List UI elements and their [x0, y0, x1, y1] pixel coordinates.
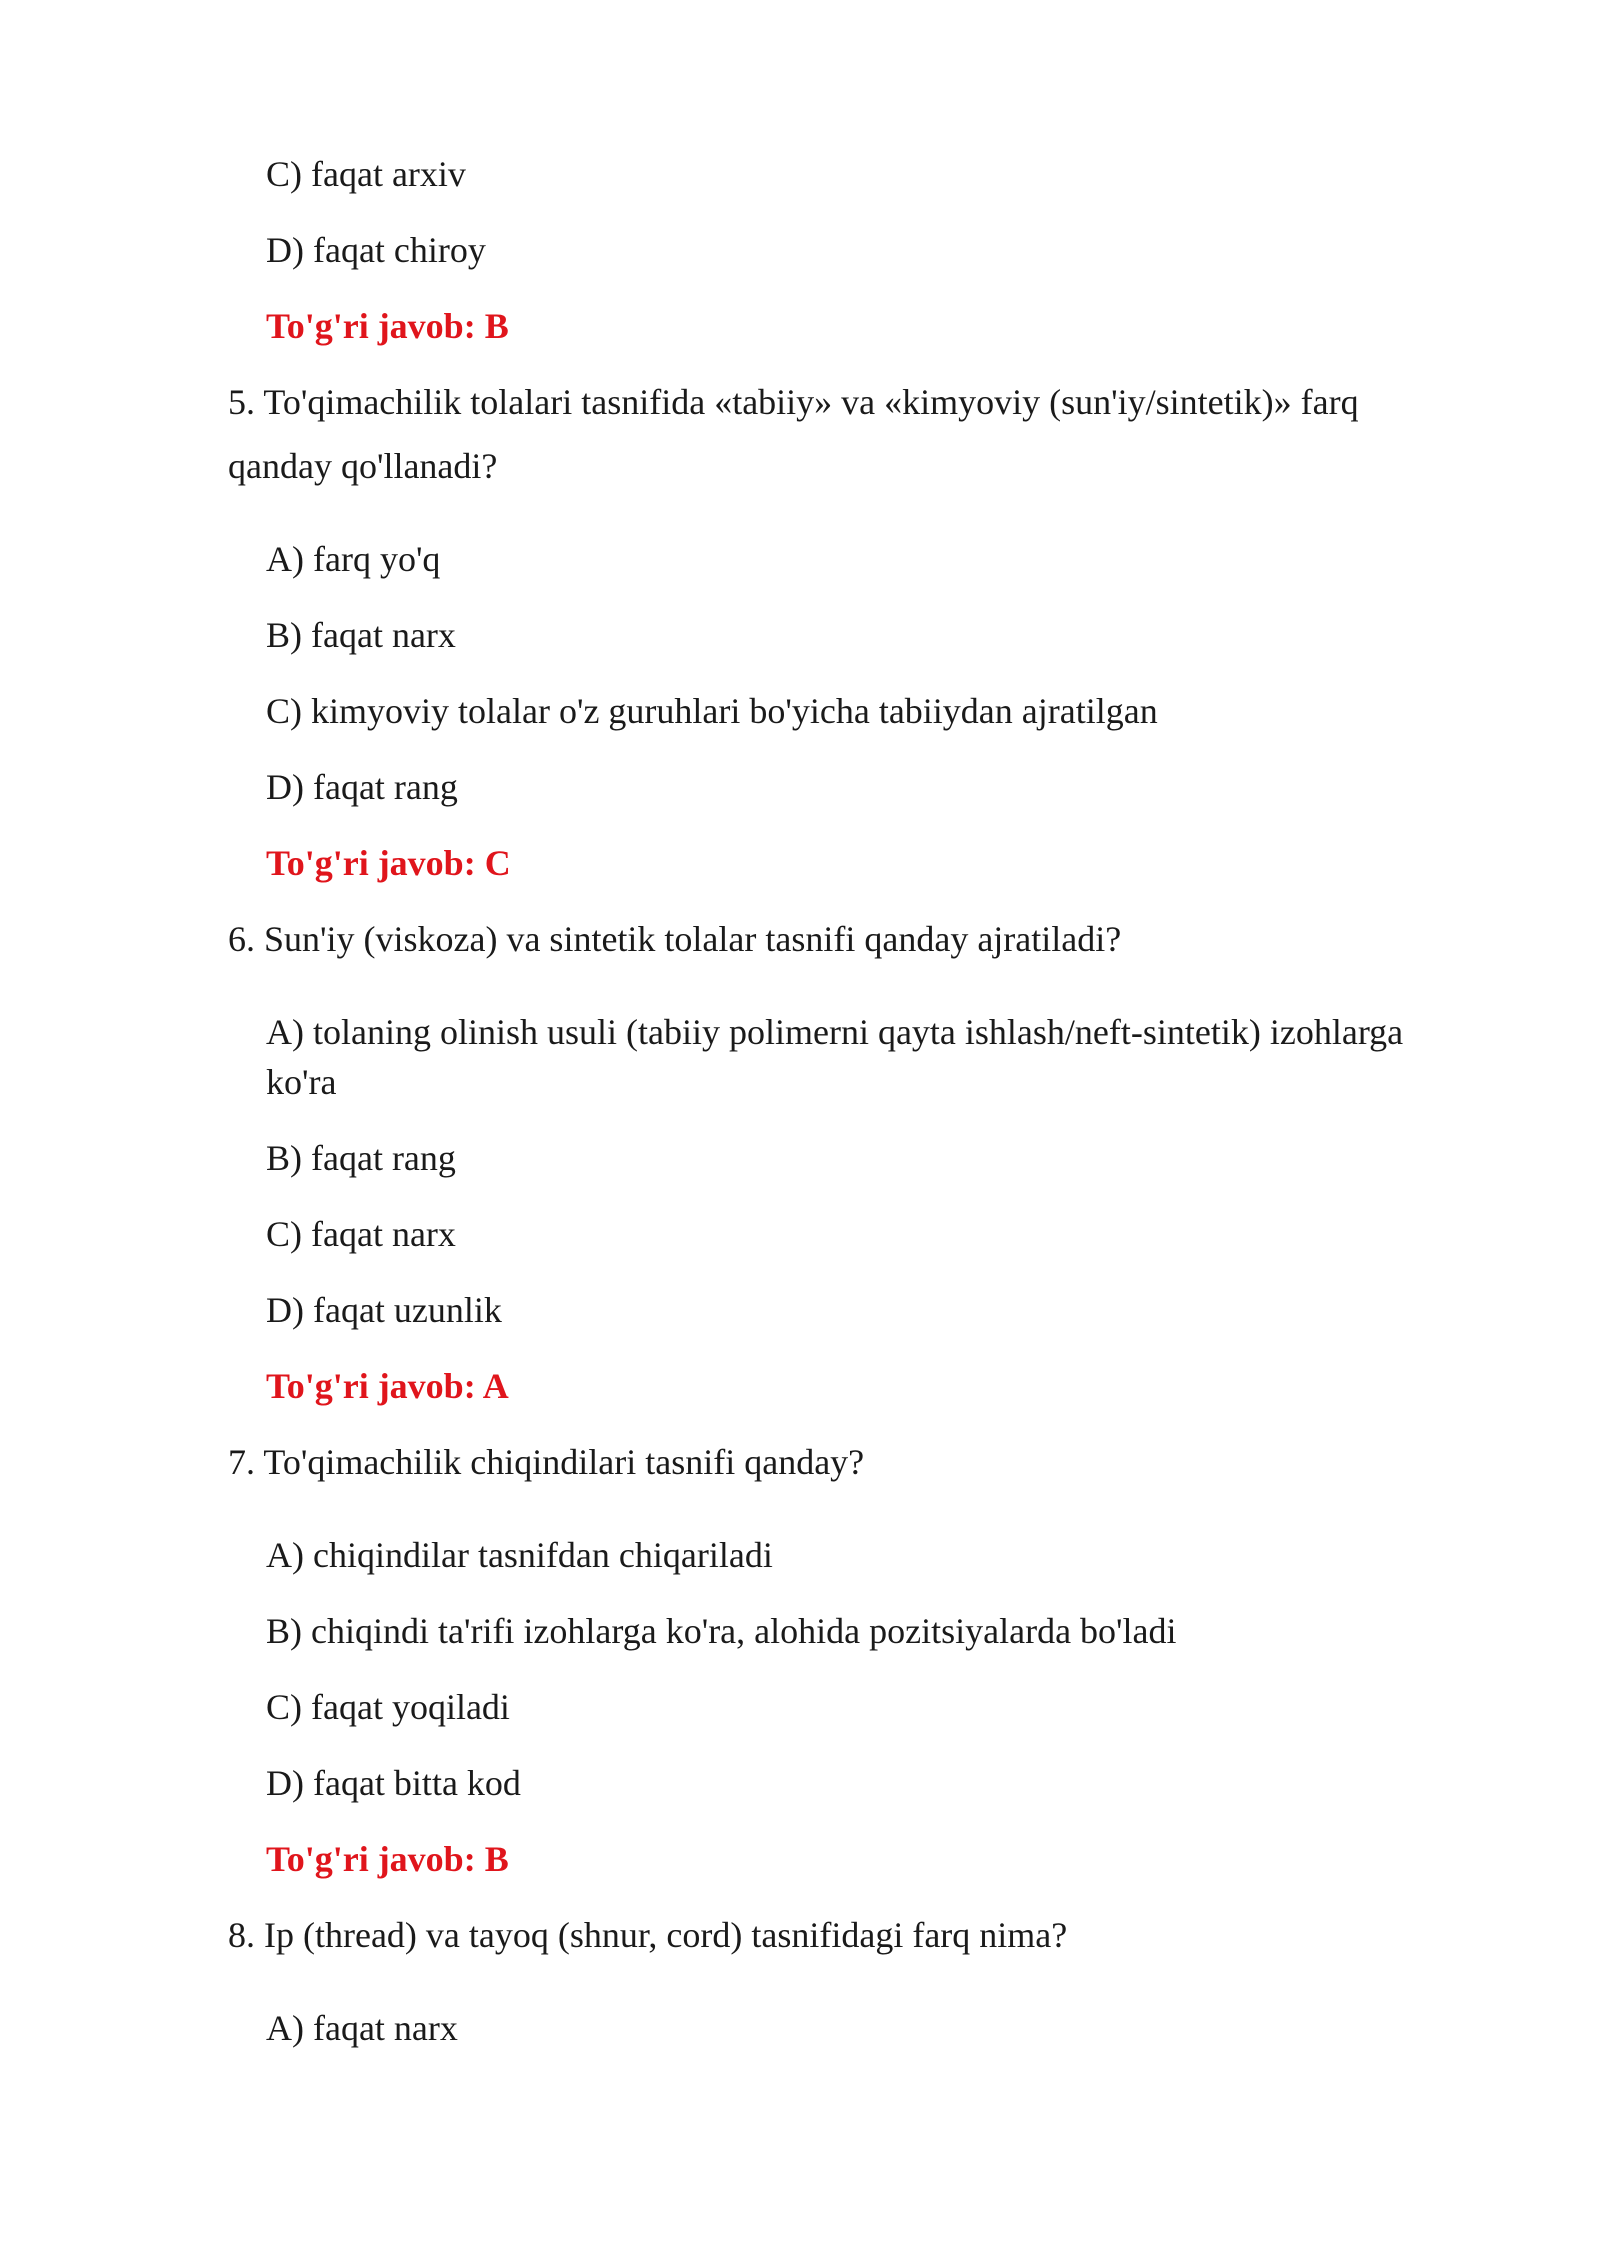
option-c: C) faqat arxiv [266, 154, 466, 194]
question-5-correct-answer: To'g'ri javob: C [266, 843, 511, 883]
question-8-option-a: A) faqat narx [266, 2008, 458, 2048]
question-6-option-a: A) tolaning olinish usuli (tabiiy polimerni qayta ishlash/neft-sintetik) izohlarga [266, 1012, 1404, 1052]
question-5-option-d: D) faqat rang [266, 767, 458, 807]
question-6-option-a-cont: ko'ra [266, 1062, 337, 1102]
question-5-option-b: B) faqat narx [266, 615, 456, 655]
question-7-correct-answer: To'g'ri javob: B [266, 1839, 509, 1879]
question-6-text: 6. Sun'iy (viskoza) va sintetik tolalar tasnifi qanday ajratiladi? [228, 919, 1122, 959]
correct-answer: To'g'ri javob: B [266, 306, 509, 346]
question-5-option-a: A) farq yo'q [266, 539, 441, 579]
question-8-text: 8. Ip (thread) va tayoq (shnur, cord) tasnifidagi farq nima? [228, 1915, 1068, 1955]
question-6-option-c: C) faqat narx [266, 1214, 456, 1254]
question-5-option-c: C) kimyoviy tolalar o'z guruhlari bo'yicha tabiiydan ajratilgan [266, 691, 1158, 731]
question-7-option-b: B) chiqindi ta'rifi izohlarga ko'ra, alohida pozitsiyalarda bo'ladi [266, 1611, 1177, 1651]
question-6-option-b: B) faqat rang [266, 1138, 456, 1178]
question-7-option-c: C) faqat yoqiladi [266, 1687, 510, 1727]
question-7-option-a: A) chiqindilar tasnifdan chiqariladi [266, 1535, 773, 1575]
question-6-correct-answer: To'g'ri javob: A [266, 1366, 509, 1406]
question-7-text: 7. To'qimachilik chiqindilari tasnifi qanday? [228, 1442, 865, 1482]
question-5-text-cont: qanday qo'llanadi? [228, 446, 498, 486]
question-6-option-d: D) faqat uzunlik [266, 1290, 502, 1330]
question-7-option-d: D) faqat bitta kod [266, 1763, 521, 1803]
option-d: D) faqat chiroy [266, 230, 486, 270]
question-5-text: 5. To'qimachilik tolalari tasnifida «tabiiy» va «kimyoviy (sun'iy/sintetik)» farq [228, 382, 1359, 422]
